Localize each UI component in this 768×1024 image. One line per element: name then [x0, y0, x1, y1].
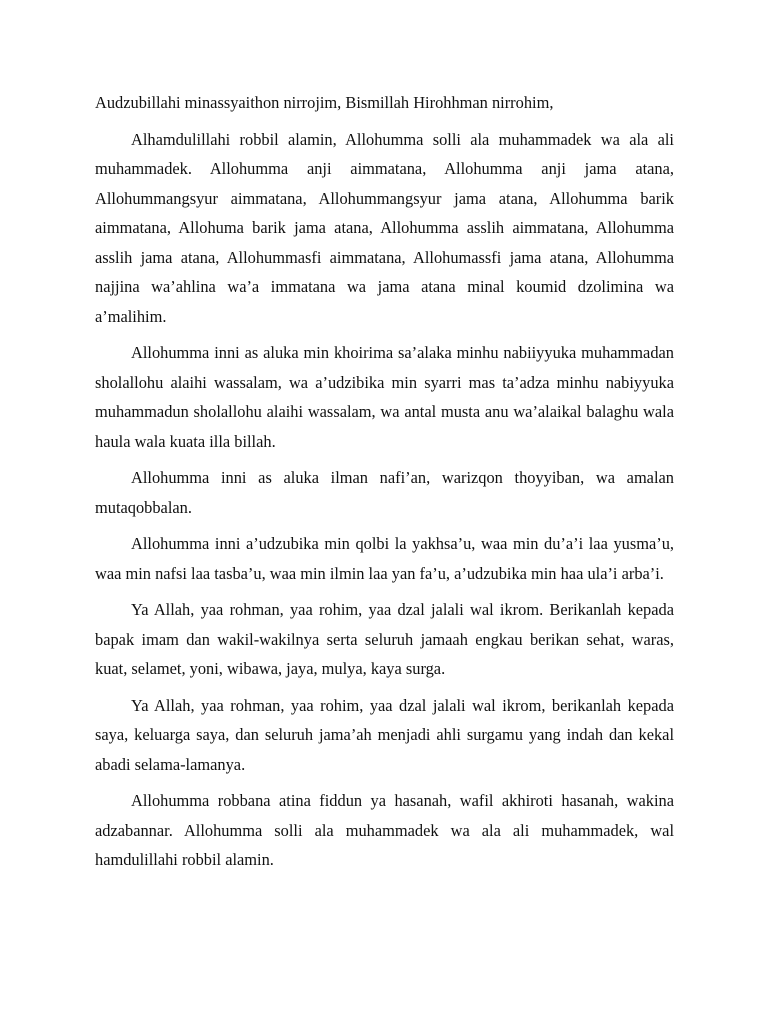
paragraph-1: Alhamdulillahi robbil alamin, Allohumma solli ala muhammadek wa ala ali muhammadek. Allohumma anji aimmatana, Allohumma anji jama atana, Allohummangsyur aimmatana, Allohummangsyur jama atana, Allohumma barik aimmatana, Allohuma barik jama atana, Allohumma asslih aimmatana, Allohumma asslih jama atana, Allohummasfi aimmatana, Allohumassfi jama atana, Allohumma najjina wa’ahlina wa’a immatana wa jama atana minal koumid dzolimina wa a’malihim. — [95, 129, 674, 326]
paragraph-3: Allohumma inni as aluka ilman nafi’an, warizqon thoyyiban, wa amalan mutaqobbalan. — [95, 468, 674, 517]
document-page — [95, 88, 674, 882]
opening-line: Audzubillahi minassyaithon nirrojim, Bismillah Hirohhman nirrohim, — [95, 93, 554, 112]
paragraph-2: Allohumma inni as aluka min khoirima sa’alaka minhu nabiiyyuka muhammadan sholallohu alaihi wassalam, wa a’udzibika min syarri mas ta’adza minhu nabiyyuka muhammadun sholallohu alaihi wassalam, wa antal musta anu wa’alaikal balaghu wala haula wala kuata illa billah. — [95, 343, 674, 451]
paragraph-4: Allohumma inni a’udzubika min qolbi la yakhsa’u, waa min du’a’i laa yusma’u, waa min nafsi laa tasba’u, waa min ilmin laa yan fa’u, a’udzubika min haa ula’i arba’i. — [95, 534, 674, 583]
paragraph-7: Allohumma robbana atina fiddun ya hasanah, wafil akhiroti hasanah, wakina adzabannar. Allohumma solli ala muhammadek wa ala ali muhammadek, wal hamdulillahi robbil alamin. — [95, 791, 674, 869]
paragraph-5: Ya Allah, yaa rohman, yaa rohim, yaa dzal jalali wal ikrom. Berikanlah kepada bapak imam dan wakil-wakilnya serta seluruh jamaah engkau berikan sehat, waras, kuat, selamet, yoni, wibawa, jaya, mulya, kaya surga. — [95, 600, 674, 678]
paragraph-6: Ya Allah, yaa rohman, yaa rohim, yaa dzal jalali wal ikrom, berikanlah kepada saya, keluarga saya, dan seluruh jama’ah menjadi ahli surgamu yang indah dan kekal abadi selama-lamanya. — [95, 695, 674, 774]
